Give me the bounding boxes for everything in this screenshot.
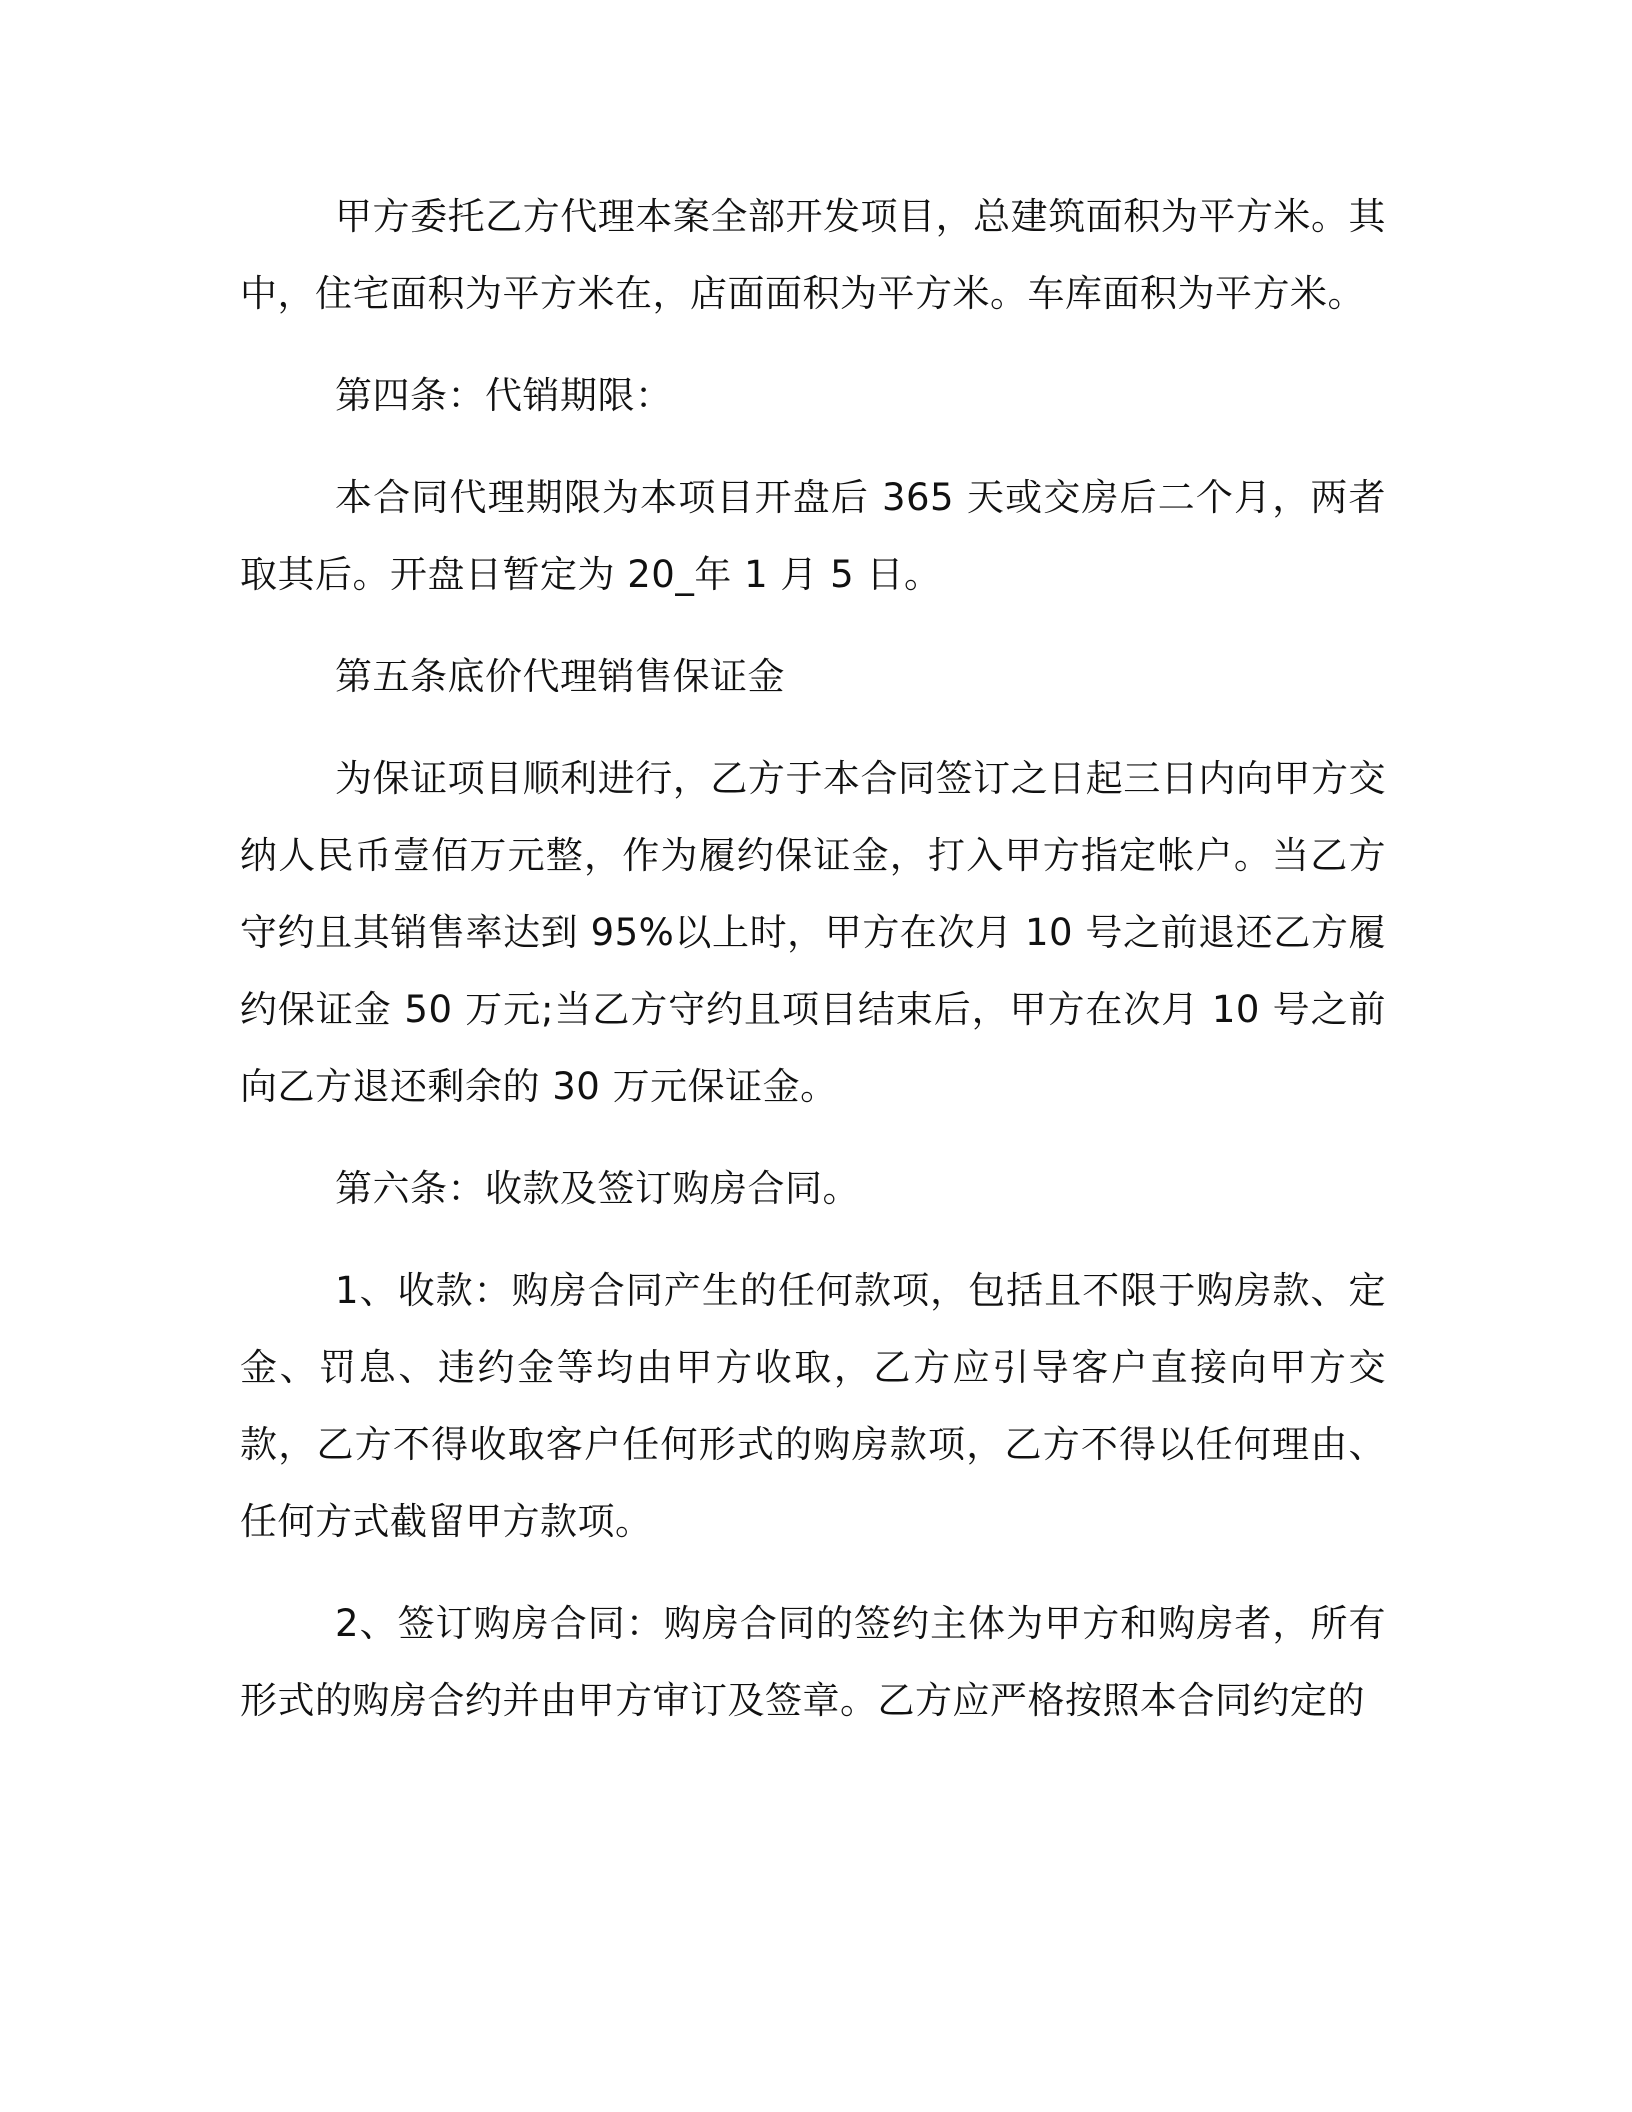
paragraph-area-scope: 甲方委托乙方代理本案全部开发项目，总建筑面积为平方米。其中，住宅面积为平方米在，店面面积为平方米。车库面积为平方米。 — [240, 195, 1386, 315]
paragraph-sign-contract: 2、签订购房合同：购房合同的签约主体为甲方和购房者，所有形式的购房合约并由甲方审订及签章。乙方应严格按照本合同约定的 — [240, 1602, 1386, 1722]
paragraph-agency-term: 本合同代理期限为本项目开盘后 365 天或交房后二个月，两者取其后。开盘日暂定为 20_年 1 月 5 日。 — [240, 476, 1386, 596]
heading-article-4: 第四条：代销期限： — [335, 374, 673, 417]
heading-article-6: 第六条：收款及签订购房合同。 — [335, 1167, 860, 1210]
paragraph-deposit: 为保证项目顺利进行，乙方于本合同签订之日起三日内向甲方交纳人民币壹佰万元整，作为履约保证金，打入甲方指定帐户。当乙方守约且其销售率达到 95%以上时，甲方在次月 10 号之前退还乙方履约保证金 50 万元;当乙方守约且项目结束后，甲方在次月 10 号之前向乙方退还剩余的 30 万元保证金。 — [240, 757, 1386, 1108]
heading-article-5: 第五条底价代理销售保证金 — [335, 655, 785, 698]
document-body — [240, 178, 1386, 1739]
paragraph-payment-collection: 1、收款：购房合同产生的任何款项，包括且不限于购房款、定金、罚息、违约金等均由甲方收取，乙方应引导客户直接向甲方交款，乙方不得收取客户任何形式的购房款项，乙方不得以任何理由、任何方式截留甲方款项。 — [240, 1269, 1386, 1543]
